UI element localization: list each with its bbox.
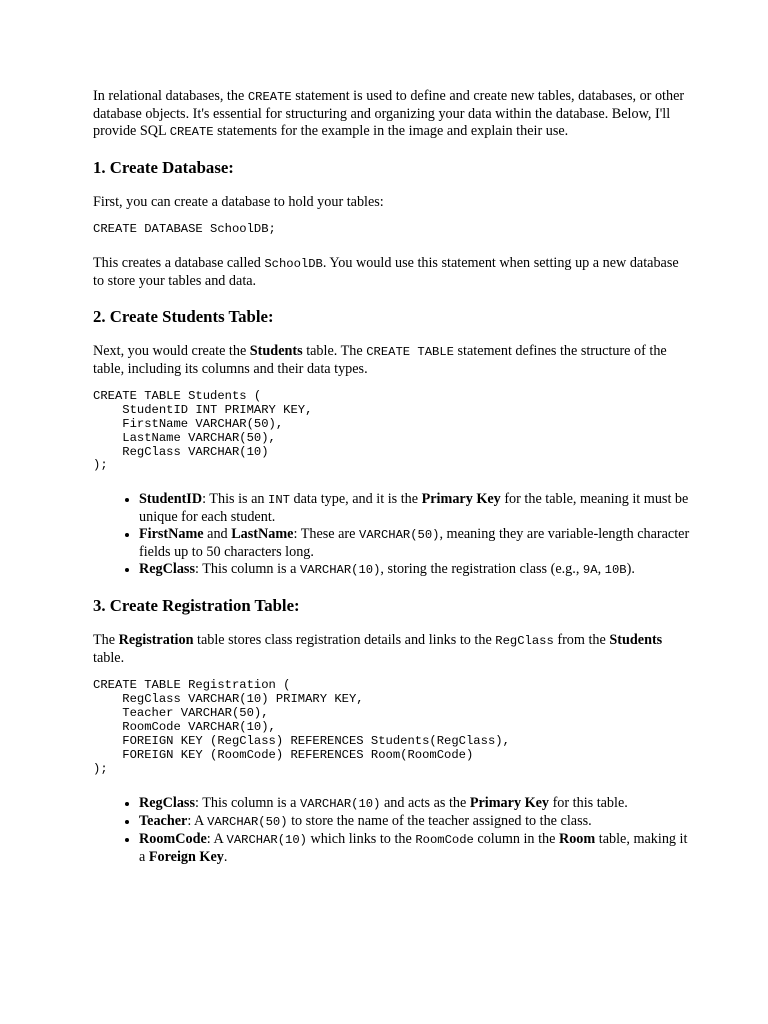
text-run: , storing the registration class (e.g., xyxy=(380,561,583,578)
text-run: : A xyxy=(187,812,208,829)
inline-code: 9A xyxy=(582,563,598,578)
text-run: Next, you would create the xyxy=(93,342,250,359)
bold-term: StudentID xyxy=(139,491,203,508)
inline-code: CREATE TABLE xyxy=(366,344,454,359)
inline-code: RegClass xyxy=(495,634,554,649)
text-run: ). xyxy=(626,561,635,578)
inline-code: INT xyxy=(268,493,290,508)
text-run: table. xyxy=(93,650,125,667)
inline-code: CREATE xyxy=(247,90,292,104)
inline-code: VARCHAR(10) xyxy=(299,796,381,811)
text-run: and acts as the xyxy=(380,794,470,811)
text-run: This creates a database called xyxy=(93,254,265,271)
registration-columns-list xyxy=(93,795,693,866)
text-run: for this table. xyxy=(549,794,628,811)
inline-code: 10B xyxy=(604,563,627,578)
bold-term: Room xyxy=(558,830,596,847)
inline-code: RoomCode xyxy=(415,832,474,847)
section-heading-create-registration: 3. Create Registration Table: xyxy=(93,596,300,616)
text-run: The xyxy=(93,632,119,649)
bold-term: Students xyxy=(249,342,303,359)
bold-term: LastName xyxy=(231,526,294,543)
section-heading-create-database: 1. Create Database: xyxy=(93,158,234,177)
bold-term: Students xyxy=(609,632,663,649)
text-run: . You would use this statement when setting up a new database to store your tables and data. xyxy=(93,254,679,289)
text-run: : This column is a xyxy=(194,794,300,811)
section1-lead: First, you can create a database to hold your tables: xyxy=(93,194,384,210)
section2-lead xyxy=(93,343,693,378)
text-run: to store the name of the teacher assigned to the class. xyxy=(287,812,592,829)
bold-term: Primary Key xyxy=(469,794,550,811)
intro-text: In relational databases, the xyxy=(93,88,248,104)
intro-text: statement is used to define and create new tables, databases, or other database objects. It's essential for structuring and organizing your data within the database. Below, I'll provide SQL xyxy=(93,88,685,139)
bold-term: Foreign Key xyxy=(148,848,224,865)
bold-term: Primary Key xyxy=(421,491,501,508)
text-run: : A xyxy=(206,830,227,847)
text-run: column in the xyxy=(473,830,559,847)
document-body xyxy=(93,88,693,866)
list-item xyxy=(139,561,693,579)
bold-term: Registration xyxy=(118,632,194,649)
bold-term: RegClass xyxy=(139,561,195,578)
inline-code: VARCHAR(50) xyxy=(359,528,440,543)
text-run: from the xyxy=(553,632,610,649)
bold-term: RoomCode xyxy=(139,830,207,847)
text-run: and xyxy=(203,526,232,543)
inline-code: VARCHAR(50) xyxy=(207,814,288,829)
text-run: table, making it a xyxy=(139,830,688,865)
bold-term: RegClass xyxy=(139,794,195,811)
text-run: for the table, meaning it must be unique for each student. xyxy=(139,491,689,526)
text-run: statement defines the structure of the table, including its columns and their data types. xyxy=(93,342,667,377)
section1-explanation xyxy=(93,255,693,290)
intro-paragraph xyxy=(93,88,693,141)
list-item xyxy=(139,831,693,866)
inline-code: CREATE xyxy=(169,125,214,139)
text-run: which links to the xyxy=(306,830,416,847)
inline-code: VARCHAR(10) xyxy=(299,563,381,578)
list-item xyxy=(139,813,693,831)
section3-lead xyxy=(93,632,693,667)
list-item xyxy=(139,795,693,813)
code-block-create-students: CREATE TABLE Students ( StudentID INT PRIMARY KEY, FirstName VARCHAR(50), LastName VARCHAR(50), RegClass VARCHAR(10) ); xyxy=(93,388,313,473)
list-item xyxy=(139,491,693,526)
text-run: : This is an xyxy=(202,491,269,508)
inline-code: SchoolDB xyxy=(264,256,323,271)
bold-term: Teacher xyxy=(139,812,188,829)
inline-code: VARCHAR(10) xyxy=(226,832,307,847)
text-run: : This column is a xyxy=(194,561,300,578)
text-run: . xyxy=(223,848,228,865)
text-run: , meaning they are variable-length character fields up to 50 characters long. xyxy=(139,526,690,561)
text-run: table stores class registration details and links to the xyxy=(193,632,496,649)
code-block-create-registration: CREATE TABLE Registration ( RegClass VARCHAR(10) PRIMARY KEY, Teacher VARCHAR(50), RoomCode VARCHAR(10), FOREIGN KEY (RegClass) REFERENCES Students(RegClass), FOREIGN KEY (RoomCode) REFERENCES Room(RoomCode) ); xyxy=(93,678,510,776)
text-run: : These are xyxy=(293,526,359,543)
text-run: table. The xyxy=(302,342,367,359)
section-heading-create-students: 2. Create Students Table: xyxy=(93,306,274,326)
intro-text: statements for the example in the image and explain their use. xyxy=(213,123,569,139)
list-item xyxy=(139,526,693,561)
students-columns-list xyxy=(93,491,693,579)
text-run: data type, and it is the xyxy=(289,491,422,508)
bold-term: FirstName xyxy=(139,526,204,543)
text-run: , xyxy=(597,561,605,578)
code-block-create-database: CREATE DATABASE SchoolDB; xyxy=(93,222,276,236)
